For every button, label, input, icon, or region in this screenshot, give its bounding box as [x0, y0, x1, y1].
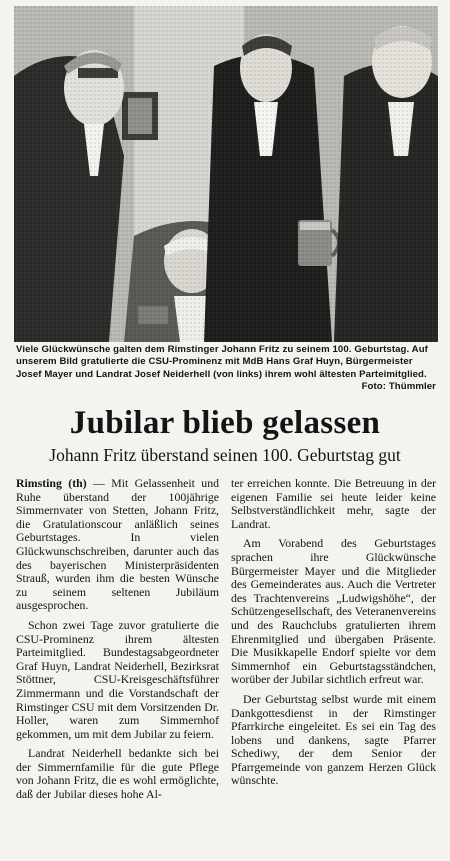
- caption-text: Viele Glückwünsche galten dem Rimstinger Johann Fritz zu seinem 100. Geburtstag. Auf unserem Bild gratulierte die CSU-Prominenz mit MdB Hans Graf Huyn, Bürgermeister Josef Mayer und Landrat Josef Neiderhell (von links) ihrem wohl ältesten Parteimitglied.: [16, 344, 428, 380]
- article-column-left: [16, 477, 219, 808]
- article-headline: Jubilar blieb gelassen: [69, 405, 381, 441]
- paragraph-text: — Mit Gelassenheit und Ruhe überstand der 100jährige Simmernvater von Stetten, Johann Fritz, die Gratulationscour anläßlich seines Geburtstages. In vielen Glückwunschschreiben, darunter auch das des bayerischen Ministerpräsidenten Strauß, wurden ihm die besten Wünsche zu seinem seltenen Jubiläum ausgesprochen.: [16, 476, 219, 613]
- paragraph: Schon zwei Tage zuvor gratulierte die CSU-Prominenz ihrem ältesten Parteimitglied. Bundestagsabgeordneter Graf Huyn, Landrat Neiderhell, Bezirksrat Stöttner, CSU-Kreisgeschäftsführer Zimmermann und die Vorstandschaft der Rimstinger CSU mit dem Vorsitzenden Dr. Holler, waren zum Simmernhof gekommen, um mit dem Jubilar zu feiern.: [16, 617, 219, 741]
- article-subheadline: Johann Fritz überstand seinen 100. Geburtstag gut: [49, 445, 401, 465]
- article-column-right: [231, 477, 436, 794]
- photo-caption: [16, 344, 436, 394]
- paragraph: ter erreichen konnte. Die Betreuung in der eigenen Familie sei heute leider keine Selbstverständlichkeit mehr, sagte der Landrat.: [231, 476, 436, 531]
- paragraph: Landrat Neiderhell bedankte sich bei der Simmernfamilie für die gute Pflege von Johann Fritz, die es wohl ermöglichte, daß der Jubilar dieses hohe Al-: [16, 746, 219, 802]
- paragraph: [16, 477, 219, 613]
- dateline: Rimsting (th): [16, 476, 87, 490]
- paragraph: Der Geburtstag selbst wurde mit einem Dankgottesdienst in der Rimstinger Pfarrkirche eingeleitet. Es sei ein Tag des lobens und dankens, sagte Pfarrer Schediwy, der dem Senior der Pfarrgemeinde von ganzem Herzen Glück wünschte.: [231, 691, 436, 788]
- photo-credit: Foto: Thümmler: [361, 381, 436, 393]
- photo-illustration: [14, 6, 438, 342]
- press-photo: [14, 6, 438, 342]
- paragraph: Am Vorabend des Geburtstages sprachen ihre Glückwünsche Bürgermeister Mayer und die Mitglieder des Gemeinderates aus. Auch die Vertreter des Trachtenvereins „Ludwigshöhe“, der Schützengesellschaft, des Veteranenvereins und des Rauchclubs gratulierten ihrem Ehrenmitglied und übergaben Präsente. Die Musikkapelle Endorf spielte vor dem Simmernhof ein Geburtstagsständchen, worüber der Jubilar sichtlich erfreut war.: [231, 536, 436, 687]
